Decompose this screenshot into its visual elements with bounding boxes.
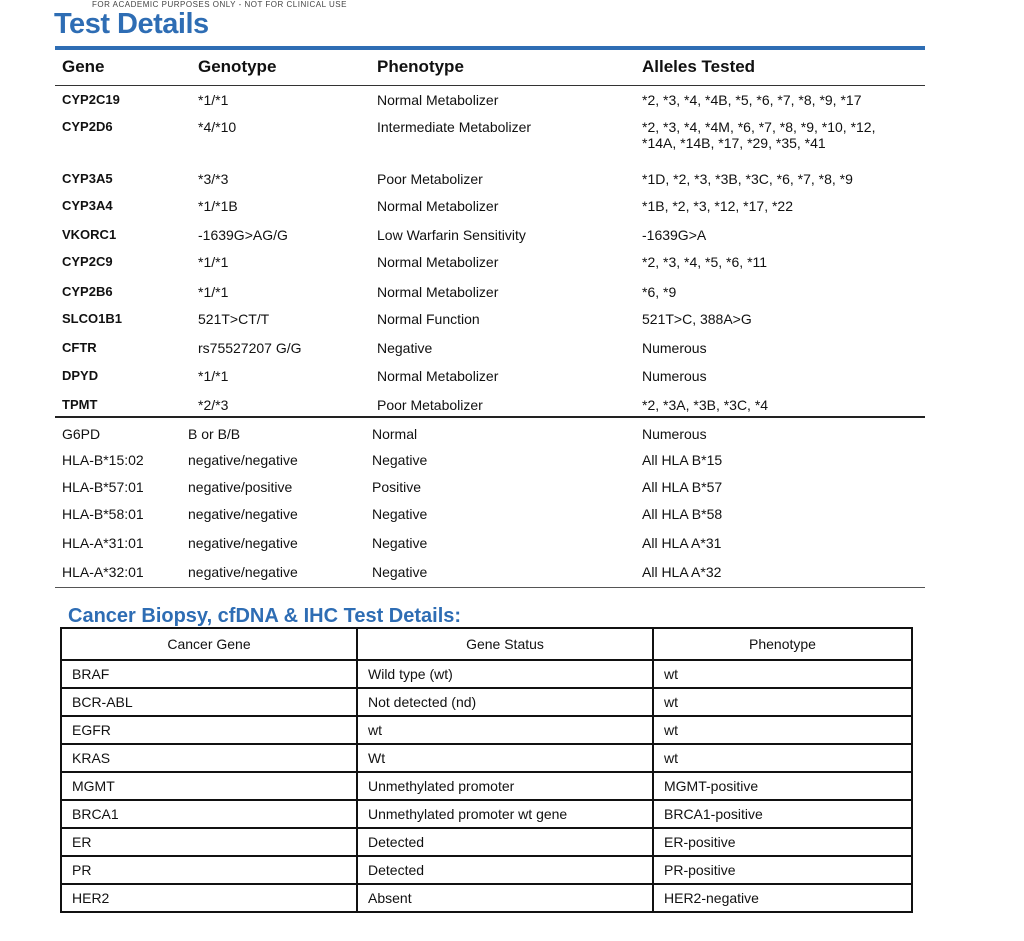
page-title: Test Details: [54, 8, 209, 40]
genotype-cell: *4/*10: [198, 119, 237, 135]
phenotype-cell: Normal Metabolizer: [377, 92, 499, 108]
alleles-cell: *6, *9: [642, 284, 677, 300]
table-row: [61, 856, 912, 884]
gene-cell: CFTR: [62, 340, 97, 355]
gene-status-cell: Unmethylated promoter wt gene: [357, 800, 653, 828]
cancer-phenotype-cell: MGMT-positive: [653, 772, 912, 800]
table-row: [0, 535, 1024, 561]
header-divider: [55, 85, 925, 86]
table-row: [0, 426, 1024, 452]
genotype-cell: negative/positive: [188, 479, 293, 495]
genotype-cell: *2/*3: [198, 397, 229, 413]
table-row: [0, 452, 1024, 478]
disclaimer-text: FOR ACADEMIC PURPOSES ONLY - NOT FOR CLINICAL USE: [92, 0, 347, 9]
gene-status-cell: wt: [357, 716, 653, 744]
genotype-cell: negative/negative: [188, 535, 298, 551]
cancer-table-header-row: [61, 628, 912, 660]
cancer-gene-cell: BCR-ABL: [61, 688, 357, 716]
alleles-cell: All HLA A*31: [642, 535, 722, 551]
table-row: [61, 688, 912, 716]
cancer-phenotype-cell: wt: [653, 744, 912, 772]
phenotype-cell: Negative: [372, 564, 428, 580]
genotype-cell: *1/*1B: [198, 198, 238, 214]
phenotype-cell: Low Warfarin Sensitivity: [377, 227, 526, 243]
phenotype-cell: Negative: [377, 340, 433, 356]
table-row: [0, 92, 1024, 118]
genotype-cell: *3/*3: [198, 171, 229, 187]
alleles-cell: *1B, *2, *3, *12, *17, *22: [642, 198, 793, 214]
alleles-cell: -1639G>A: [642, 227, 707, 243]
table-row: [0, 119, 1024, 151]
alleles-cell: *2, *3, *4, *5, *6, *11: [642, 254, 768, 270]
alleles-cell: *2, *3, *4, *4B, *5, *6, *7, *8, *9, *17: [642, 92, 862, 108]
gene-cell: HLA-B*15:02: [62, 452, 144, 468]
gene-status-cell: Not detected (nd): [357, 688, 653, 716]
genotype-cell: *1/*1: [198, 254, 229, 270]
genotype-cell: B or B/B: [188, 426, 241, 442]
phenotype-cell: Normal Function: [377, 311, 480, 327]
alleles-cell: Numerous: [642, 368, 707, 384]
genotype-cell: *1/*1: [198, 368, 229, 384]
gene-cell: CYP2D6: [62, 119, 113, 134]
alleles-cell: All HLA B*57: [642, 479, 723, 495]
table-row: [61, 828, 912, 856]
alleles-cell: *1D, *2, *3, *3B, *3C, *6, *7, *8, *9: [642, 171, 853, 187]
genotype-cell: negative/negative: [188, 564, 298, 580]
phenotype-cell: Normal Metabolizer: [377, 284, 499, 300]
col-header-alleles: Alleles Tested: [642, 57, 756, 76]
table-row: [0, 254, 1024, 280]
cancer-gene-cell: HER2: [61, 884, 357, 912]
gene-status-cell: Detected: [357, 828, 653, 856]
cancer-phenotype-cell: HER2-negative: [653, 884, 912, 912]
phenotype-cell: Normal: [372, 426, 418, 442]
alleles-cell: Numerous: [642, 426, 707, 442]
gene-status-cell: Absent: [357, 884, 653, 912]
gene-cell: HLA-B*57:01: [62, 479, 144, 495]
genotype-cell: 521T>CT/T: [198, 311, 270, 327]
col-header-genotype: Genotype: [198, 57, 277, 76]
table-row: [0, 198, 1024, 224]
gene-cell: VKORC1: [62, 227, 117, 242]
cancer-gene-cell: BRCA1: [61, 800, 357, 828]
table-row: [0, 397, 1024, 423]
cancer-gene-cell: PR: [61, 856, 357, 884]
table-row: [0, 284, 1024, 310]
table-row: [0, 368, 1024, 394]
gene-status-cell: Wt: [357, 744, 653, 772]
alleles-cell: *2, *3A, *3B, *3C, *4: [642, 397, 769, 413]
table-row: [61, 660, 912, 688]
table-row: [0, 506, 1024, 532]
gene-status-cell: Unmethylated promoter: [357, 772, 653, 800]
cancer-phenotype-cell: wt: [653, 688, 912, 716]
phenotype-cell: Normal Metabolizer: [377, 198, 499, 214]
cancer-section-title: Cancer Biopsy, cfDNA & IHC Test Details:: [68, 605, 462, 627]
col-header-gene: Gene: [62, 57, 105, 76]
col-header-cancer-phenotype: Phenotype: [653, 628, 912, 660]
phenotype-cell: Normal Metabolizer: [377, 254, 499, 270]
genotype-cell: rs75527207 G/G: [198, 340, 302, 356]
cancer-gene-cell: ER: [61, 828, 357, 856]
phenotype-cell: Positive: [372, 479, 422, 495]
table-row: [61, 716, 912, 744]
gene-cell: DPYD: [62, 368, 99, 383]
alleles-cell: 521T>C, 388A>G: [642, 311, 752, 327]
cancer-gene-cell: EGFR: [61, 716, 357, 744]
gene-status-cell: Detected: [357, 856, 653, 884]
title-divider: [55, 46, 925, 50]
gene-cell: G6PD: [62, 426, 101, 442]
cancer-phenotype-cell: ER-positive: [653, 828, 912, 856]
gene-cell: CYP3A4: [62, 198, 113, 213]
cancer-gene-cell: MGMT: [61, 772, 357, 800]
cancer-phenotype-cell: wt: [653, 716, 912, 744]
col-header-gene-status: Gene Status: [357, 628, 653, 660]
gene-cell: CYP2C19: [62, 92, 120, 107]
cancer-gene-cell: KRAS: [61, 744, 357, 772]
genotype-cell: *1/*1: [198, 284, 229, 300]
table-row: [61, 884, 912, 912]
col-header-cancer-gene: Cancer Gene: [61, 628, 357, 660]
col-header-phenotype: Phenotype: [377, 57, 464, 76]
table-row: [0, 171, 1024, 197]
gene-cell: CYP3A5: [62, 171, 113, 186]
table-end-divider: [55, 587, 925, 588]
table-row: [0, 340, 1024, 366]
gene-status-cell: Wild type (wt): [357, 660, 653, 688]
alleles-cell: All HLA B*15: [642, 452, 723, 468]
cancer-gene-cell: BRAF: [61, 660, 357, 688]
genotype-cell: -1639G>AG/G: [198, 227, 288, 243]
gene-cell: CYP2C9: [62, 254, 113, 269]
alleles-cell: All HLA A*32: [642, 564, 722, 580]
gene-cell: HLA-A*32:01: [62, 564, 144, 580]
table-row: [61, 772, 912, 800]
alleles-cell: Numerous: [642, 340, 707, 356]
genotype-cell: negative/negative: [188, 506, 298, 522]
phenotype-cell: Negative: [372, 506, 428, 522]
cancer-table: [60, 627, 913, 913]
cancer-phenotype-cell: wt: [653, 660, 912, 688]
gene-cell: HLA-B*58:01: [62, 506, 144, 522]
gene-cell: HLA-A*31:01: [62, 535, 144, 551]
gene-cell: TPMT: [62, 397, 98, 412]
alleles-cell: All HLA B*58: [642, 506, 723, 522]
phenotype-cell: Negative: [372, 535, 428, 551]
section-divider: [55, 416, 925, 418]
phenotype-cell: Negative: [372, 452, 428, 468]
gene-cell: CYP2B6: [62, 284, 113, 299]
table-row: [61, 800, 912, 828]
genotype-cell: *1/*1: [198, 92, 229, 108]
alleles-cell: *2, *3, *4, *4M, *6, *7, *8, *9, *10, *12, *14A, *14B, *17, *29, *35, *41: [642, 119, 876, 151]
phenotype-cell: Poor Metabolizer: [377, 397, 483, 413]
table-row: [0, 227, 1024, 253]
table-row: [61, 744, 912, 772]
phenotype-cell: Normal Metabolizer: [377, 368, 499, 384]
cancer-phenotype-cell: BRCA1-positive: [653, 800, 912, 828]
phenotype-cell: Poor Metabolizer: [377, 171, 483, 187]
genotype-cell: negative/negative: [188, 452, 298, 468]
cancer-phenotype-cell: PR-positive: [653, 856, 912, 884]
gene-cell: SLCO1B1: [62, 311, 122, 326]
table-row: [0, 311, 1024, 337]
phenotype-cell: Intermediate Metabolizer: [377, 119, 532, 135]
table-row: [0, 479, 1024, 505]
